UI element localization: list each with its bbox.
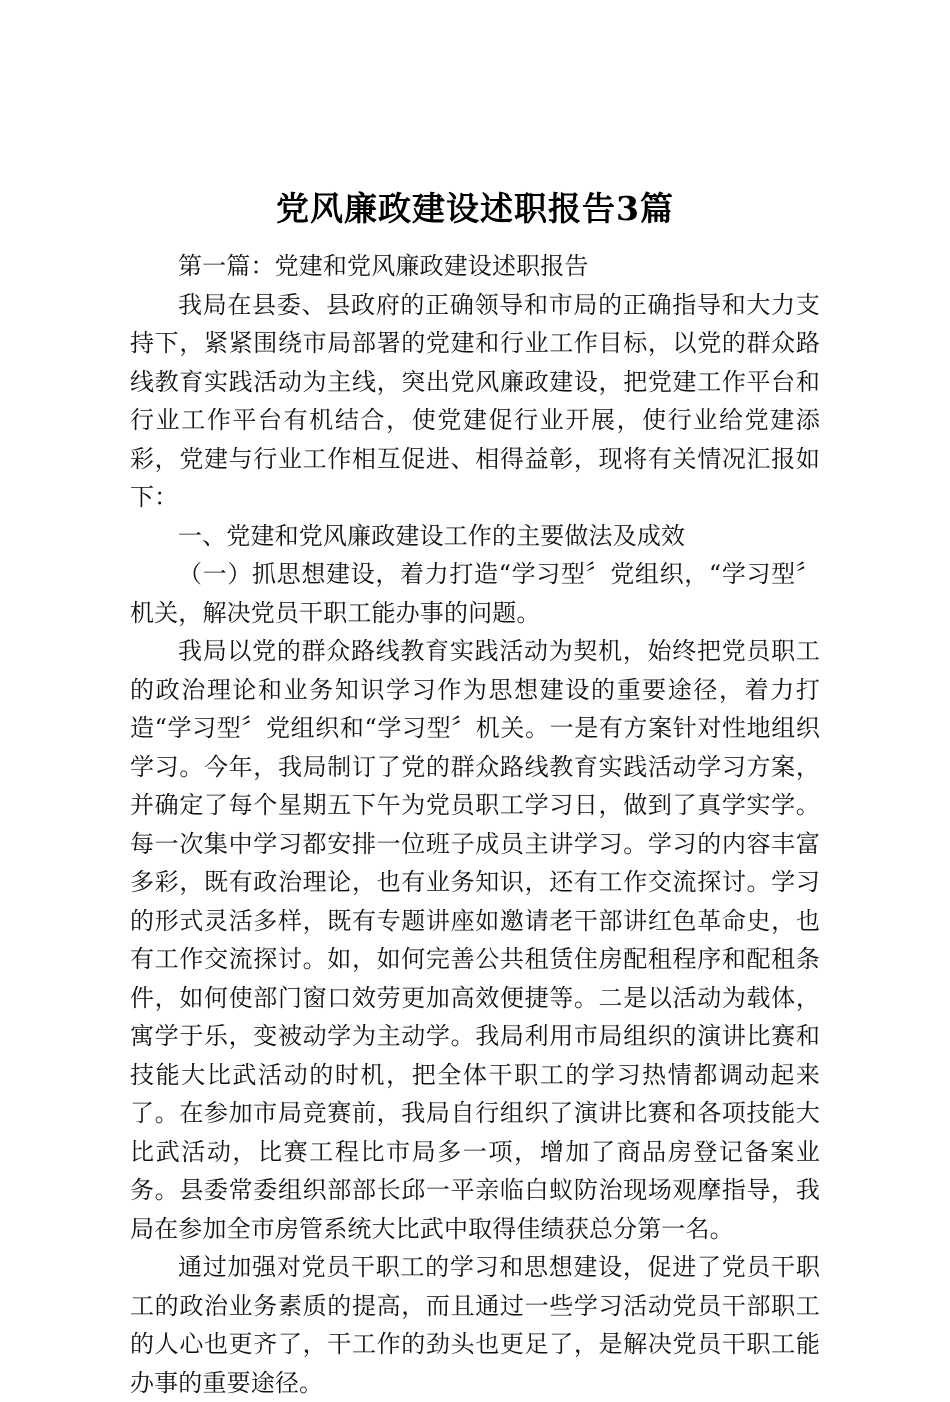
body-paragraph: 我局以党的群众路线教育实践活动为契机，始终把党员职工的政治理论和业务知识学习作为思想建设的重要途径，着力打造“学习型〞党组织和“学习型〞机关。一是有方案针对性地组织学习。今年，我局制订了党的群众路线教育实践活动学习方案，并确定了每个星期五下午为党员职工学习日，做到了真学实学。每一次集中学习都安排一位班子成员主讲学习。学习的内容丰富多彩，既有政治理论，也有业务知识，还有工作交流探讨。学习的形式灵活多样，既有专题讲座如邀请老干部讲红色革命史，也有工作交流探讨。如，如何完善公共租赁住房配租程序和配租条件，如何使部门窗口效劳更加高效便捷等。二是以活动为载体，寓学于乐，变被动学为主动学。我局利用市局组织的演讲比赛和技能大比武活动的时机，把全体干职工的学习热情都调动起来了。在参加市局竞赛前，我局自行组织了演讲比赛和各项技能大比武活动，比赛工程比市局多一项，增加了商品房登记备案业务。县委常委组织部部长邱一平亲临白蚁防治现场观摩指导，我局在参加全市房管系统大比武中取得佳绩获总分第一名。 xyxy=(130,637,820,1243)
body-paragraph: 通过加强对党员干职工的学习和思想建设，促进了党员干职工的政治业务素质的提高，而且通过一些学习活动党员干部职工的人心也更齐了，干工作的劲头也更足了，是解决党员干职工能办事的重要途径。 xyxy=(130,1253,820,1397)
document-title: 党风廉政建设述职报告3篇 xyxy=(276,189,674,228)
intro-paragraph: 我局在县委、县政府的正确领导和市局的正确指导和大力支持下，紧紧围绕市局部署的党建和行业工作目标，以党的群众路线教育实践活动为主线，突出党风廉政建设，把党建工作平台和行业工作平台有机结合，使党建促行业开展，使行业给党建添彩，党建与行业工作相互促进、相得益彰，现将有关情况汇报如下： xyxy=(130,290,820,511)
sub-heading: （一）抓思想建设，着力打造“学习型〞党组织，“学习型〞机关，解决党员干职工能办事的问题。 xyxy=(130,560,820,627)
section-title: 第一篇：党建和党风廉政建设述职报告 xyxy=(178,252,589,280)
section-heading: 一、党建和党风廉政建设工作的主要做法及成效 xyxy=(178,521,686,550)
document-body xyxy=(130,185,820,1402)
